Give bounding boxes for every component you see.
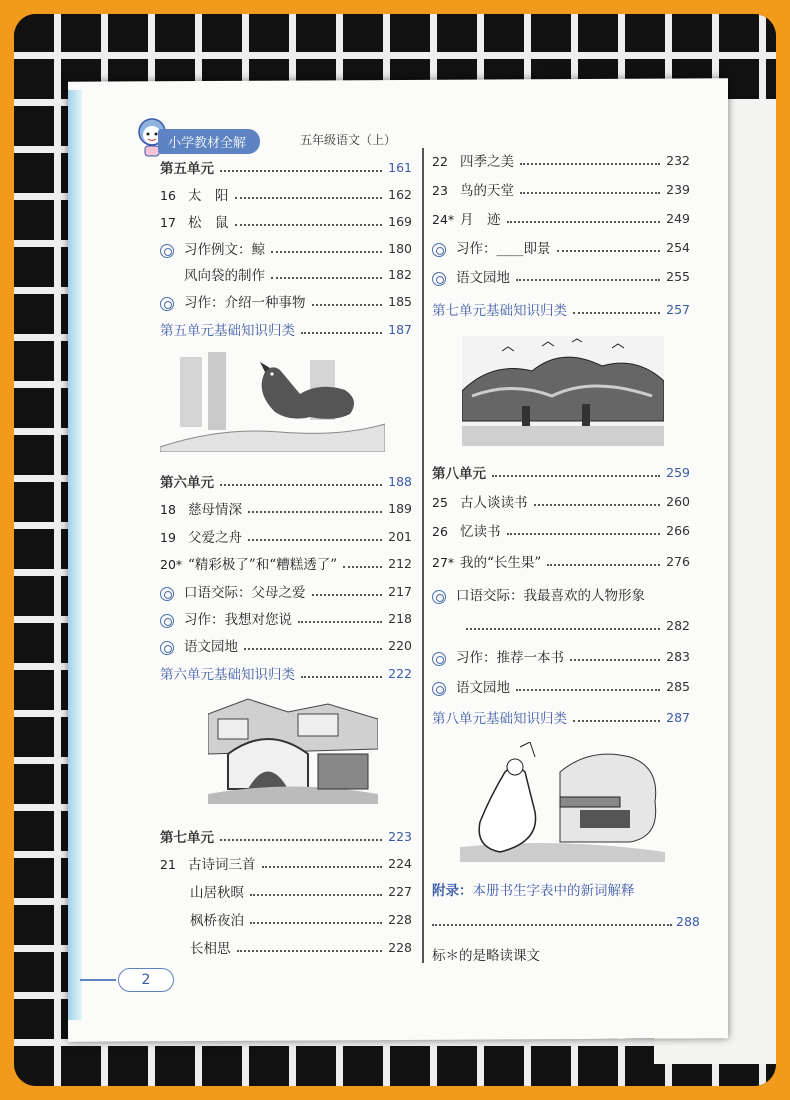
circle-bullet-icon [432,682,446,696]
dot-leader [235,197,383,199]
left-toc-entry[interactable] [160,580,412,602]
entry-text: 四季之美 [460,154,514,170]
entry-title [190,937,231,957]
entry-title [432,208,501,228]
dot-leader [220,839,382,841]
entry-text: 第六单元 [160,475,214,491]
right-toc-entry[interactable] [432,519,690,541]
entry-title [432,551,541,571]
entry-page: 218 [388,610,412,626]
entry-page: 222 [388,665,412,681]
left-toc-entry[interactable] [190,936,412,958]
entry-text: 习作：推荐一本书 [456,650,564,666]
right-toc-entry[interactable] [460,614,690,636]
entry-text: 第五单元基础知识归类 [160,323,295,339]
dot-leader [312,304,383,306]
entry-text: 慈母情深 [188,502,242,518]
circle-bullet-icon [160,641,174,655]
entry-page: 224 [388,855,412,871]
dot-leader [262,866,383,868]
entry-title [432,237,551,257]
entry-page: 283 [666,648,690,664]
dot-leader [516,279,660,281]
entry-title [160,319,295,339]
entry-text: 习作例文：鲸 [184,242,265,258]
lesson-number: 18 [160,502,176,517]
right-toc-entry[interactable] [432,178,690,200]
entry-text: 山居秋暝 [190,885,244,901]
lesson-number: 23 [432,183,448,198]
entry-page: 217 [388,583,412,599]
entry-text: 第六单元基础知识归类 [160,667,295,683]
entry-title [160,184,229,204]
dot-leader [570,659,660,661]
entry-text: 太 阳 [188,188,229,204]
circle-bullet-icon [432,272,446,286]
circle-bullet-icon [160,614,174,628]
entry-text: 松 鼠 [188,215,229,231]
entry-text: 第八单元基础知识归类 [432,711,567,727]
entry-page: 228 [388,911,412,927]
circle-bullet-icon [432,243,446,257]
entry-title [160,471,214,491]
entry-title [432,707,567,727]
entry-title [432,266,510,286]
right-toc-entry[interactable] [432,265,690,287]
dot-leader [520,163,660,165]
footer-line [80,979,116,981]
entry-text: 我的“长生果” [460,555,542,571]
left-toc-entry[interactable] [160,662,412,684]
entry-page: 189 [388,500,412,516]
entry-text: 父爱之舟 [188,530,242,546]
entry-page: 282 [666,617,690,633]
dot-leader [250,922,382,924]
entry-title [432,299,567,319]
dot-leader [248,511,382,513]
circle-bullet-icon [160,587,174,601]
dot-leader [250,894,382,896]
entry-page: 220 [388,637,412,653]
circle-bullet-icon [160,297,174,311]
series-title: 小学教材全解 [158,129,260,154]
entry-title [160,526,242,546]
entry-page: 187 [388,321,412,337]
right-toc-entry[interactable] [432,207,690,229]
appendix-label: 附录： [432,883,473,899]
entry-text: 枫桥夜泊 [190,913,244,929]
footnote: 标＊的是略读课文 [432,948,540,964]
dot-leader [271,277,382,279]
lesson-number: 22 [432,154,448,169]
dot-leader [507,533,661,535]
entry-text: 第五单元 [160,161,214,177]
right-toc-entry[interactable] [432,645,690,667]
entry-title [432,179,514,199]
lesson-number: 19 [160,530,176,545]
entry-title [190,881,244,901]
entry-title [432,646,564,666]
lesson-number: 25 [432,495,448,510]
entry-page: 185 [388,293,412,309]
entry-text: 月 迹 [460,212,501,228]
entry-page: 285 [666,678,690,694]
entry-page: 287 [666,709,690,725]
circle-bullet-icon [160,244,174,258]
entry-text: 习作：____即景 [456,241,551,257]
bridge-illustration [208,694,378,808]
dot-leader [237,950,383,952]
book-spine [68,90,82,1020]
entry-text: 第七单元基础知识归类 [432,303,567,319]
left-toc-entry[interactable] [160,210,412,232]
entry-page: 223 [388,828,412,844]
lesson-number: 16 [160,188,176,203]
left-toc-entry[interactable] [160,607,412,629]
entry-text: 语文园地 [456,680,510,696]
entry-title [160,853,256,873]
dot-leader [220,170,382,172]
entry-page: 260 [666,493,690,509]
lesson-number: 27* [432,555,455,570]
entry-text: 古诗词三首 [188,857,256,873]
entry-page: 257 [666,301,690,317]
entry-page: 201 [388,528,412,544]
entry-page: 188 [388,473,412,489]
entry-title [160,157,214,177]
entry-title [432,150,514,170]
lesson-number: 20* [160,557,183,572]
left-toc-entry[interactable] [160,852,412,874]
entry-title [160,663,295,683]
dot-leader [301,332,382,334]
entry-text: 第七单元 [160,830,214,846]
entry-title [160,291,306,311]
entry-page: 239 [666,181,690,197]
entry-page: 232 [666,152,690,168]
entry-page: 162 [388,186,412,202]
entry-text: 第八单元 [432,466,486,482]
left-toc-entry[interactable] [160,825,412,847]
entry-title [160,553,337,573]
dot-leader [248,539,382,541]
circle-bullet-icon [432,590,446,604]
dot-leader [547,564,660,566]
entry-title [160,826,214,846]
right-toc-entry[interactable] [432,461,690,483]
dot-leader [557,250,661,252]
entry-text: 口语交际：父母之爱 [184,585,306,601]
dot-leader [492,475,660,477]
book-subtitle: 五年级语文（上） [300,133,397,147]
lesson-number: 21 [160,857,176,872]
entry-title [432,520,501,540]
left-toc-entry[interactable] [190,880,412,902]
dot-leader [466,628,660,630]
entry-page: 266 [666,522,690,538]
left-toc-entry[interactable] [160,318,412,340]
right-toc-entry[interactable] [432,149,690,171]
entry-page: 249 [666,210,690,226]
entry-page: 254 [666,239,690,255]
left-toc-entry[interactable] [160,552,412,574]
entry-title [190,909,244,929]
appendix-page: 288 [676,914,700,929]
dot-leader [520,192,660,194]
reader-illustration [460,742,665,866]
entry-text: 忆读书 [460,524,501,540]
page-header [120,127,420,153]
entry-page: 212 [388,555,412,571]
dot-leader [298,621,382,623]
entry-title [432,462,486,482]
dot-leader [271,251,382,253]
dot-leader [301,676,382,678]
entry-title [160,581,306,601]
entry-page: 169 [388,213,412,229]
entry-text: “精彩极了”和“糟糕透了” [188,557,338,573]
dot-leader [312,594,383,596]
entry-page: 227 [388,883,412,899]
page-number: 2 [118,968,174,992]
lesson-number: 26 [432,524,448,539]
dot-leader [244,648,382,650]
appendix-title: 本册书生字表中的新词解释 [472,883,635,899]
entry-text: 习作：我想对您说 [184,612,292,628]
entry-text: 古人谈读书 [460,495,528,511]
right-toc-entry[interactable] [432,550,690,572]
squirrel-illustration [160,352,385,456]
entry-text: 风向袋的制作 [184,268,265,284]
left-toc-entry[interactable] [160,634,412,656]
lesson-number: 17 [160,215,176,230]
entry-title [160,211,229,231]
entry-page: 182 [388,266,412,282]
entry-title [160,498,242,518]
left-toc-entry[interactable] [160,237,412,259]
entry-title [160,238,265,258]
entry-title [160,635,238,655]
left-toc-entry[interactable] [160,525,412,547]
dot-leader [573,312,660,314]
entry-text: 语文园地 [456,270,510,286]
right-toc-entry[interactable] [432,706,690,728]
left-toc-entry[interactable] [160,497,412,519]
entry-title [160,608,292,628]
appendix-entry[interactable] [432,879,635,899]
dot-leader [235,224,383,226]
dot-leader [220,484,382,486]
entry-title [432,584,645,604]
entry-page: 228 [388,939,412,955]
entry-page: 255 [666,268,690,284]
circle-bullet-icon [432,652,446,666]
dot-leader [516,689,660,691]
dot-leader [573,720,660,722]
right-toc-entry[interactable] [432,298,690,320]
left-toc-entry[interactable] [160,183,412,205]
right-toc-entry[interactable] [432,236,690,258]
left-toc-entry[interactable] [160,470,412,492]
left-toc-entry[interactable] [190,908,412,930]
appendix-leader [432,924,672,926]
right-toc-entry[interactable] [432,583,690,605]
right-toc-entry[interactable] [432,675,690,697]
dot-leader [534,504,661,506]
entry-text: 语文园地 [184,639,238,655]
right-toc-entry[interactable] [432,490,690,512]
entry-text: 习作：介绍一种事物 [184,295,306,311]
left-toc-entry[interactable] [184,263,412,285]
banyan-tree-illustration [462,336,664,450]
entry-title [432,676,510,696]
entry-text: 长相思 [190,941,231,957]
column-divider [422,148,424,963]
entry-title [432,491,528,511]
entry-page: 276 [666,553,690,569]
entry-text: 口语交际：我最喜欢的人物形象 [456,588,645,604]
entry-page: 161 [388,159,412,175]
lesson-number: 24* [432,212,455,227]
left-toc-entry[interactable] [160,290,412,312]
entry-title [184,264,265,284]
entry-page: 259 [666,464,690,480]
left-toc-entry[interactable] [160,156,412,178]
dot-leader [343,566,382,568]
dot-leader [507,221,661,223]
entry-text: 鸟的天堂 [460,183,514,199]
entry-page: 180 [388,240,412,256]
